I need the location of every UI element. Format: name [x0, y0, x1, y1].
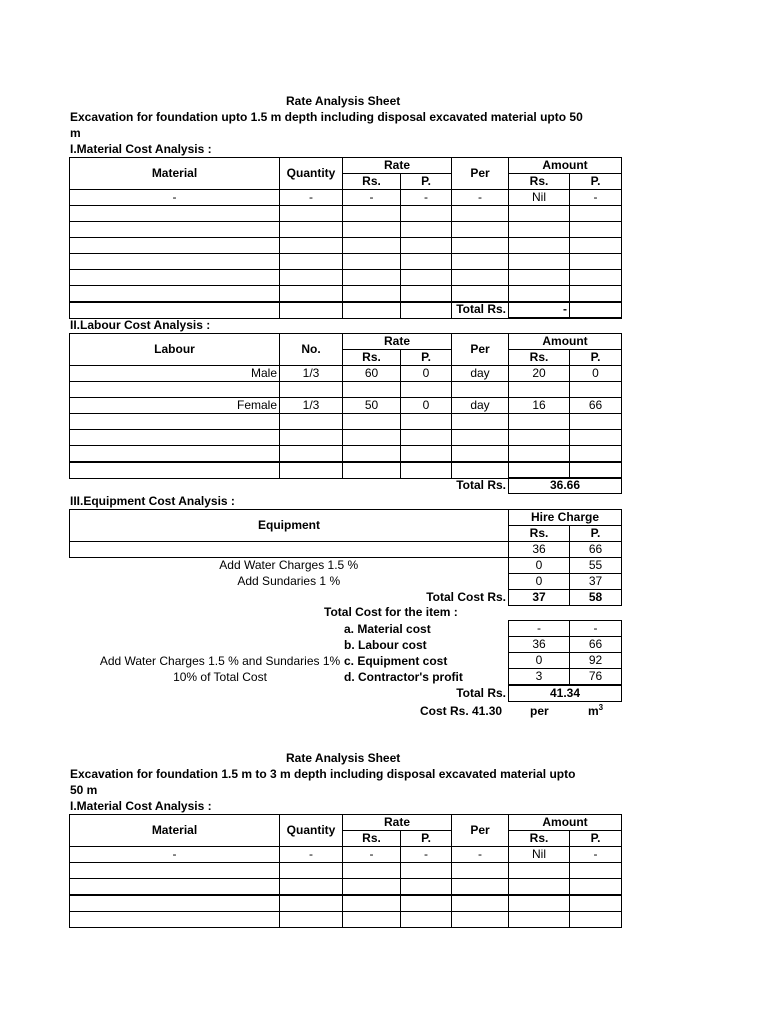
cell: 55: [570, 558, 622, 574]
summary-note-line1: Add Water Charges 1.5 % and Sundaries 1%: [99, 654, 341, 668]
sheet1-material-table: [69, 157, 622, 319]
table-row: [70, 879, 622, 896]
table-row: [70, 222, 622, 238]
sheet1-material-total-label: Total Rs.: [456, 302, 506, 316]
cell: day: [452, 398, 509, 414]
table-row: [509, 653, 622, 669]
table-row: [70, 863, 622, 879]
col-amount-p: P.: [570, 350, 622, 366]
col-amount: Amount: [509, 334, 622, 350]
sheet1-title: Rate Analysis Sheet: [286, 94, 401, 108]
cell: -: [280, 190, 343, 206]
cell: 66: [570, 542, 622, 558]
cell: 60: [343, 366, 401, 382]
cell: -: [280, 847, 343, 863]
sheet1-equipment-total-rs: 37: [508, 589, 570, 606]
sheet1-material-total-value: -: [508, 301, 622, 318]
cell: 1/3: [280, 366, 343, 382]
table-row: [70, 382, 622, 398]
summary-note-line2: 10% of Total Cost: [173, 670, 267, 684]
cell: 20: [509, 366, 570, 382]
sheet1-equipment-heading: III.Equipment Cost Analysis :: [70, 494, 235, 508]
cell: Female: [70, 398, 280, 414]
col-labour: Labour: [70, 334, 280, 366]
cell: Nil: [509, 847, 570, 863]
cell: -: [70, 847, 280, 863]
summary-heading: Total Cost for the item :: [324, 605, 458, 619]
table-row: [70, 558, 622, 574]
table-row: [70, 912, 622, 928]
sheet1-description-line1: Excavation for foundation upto 1.5 m depth including disposal excavated material upto 50: [70, 110, 583, 124]
table-row: [70, 238, 622, 254]
sheet2-description-line2: 50 m: [70, 783, 98, 797]
col-rate-p: P.: [401, 350, 452, 366]
col-hire-charge: Hire Charge: [509, 510, 622, 526]
cell: -: [570, 621, 622, 637]
cell: 1/3: [280, 398, 343, 414]
cell: 0: [570, 366, 622, 382]
table-row: [70, 542, 622, 558]
table-row: [70, 286, 622, 303]
col-material: Material: [70, 158, 280, 190]
cell: -: [343, 190, 401, 206]
sheet1-equipment-total-label: Total Cost Rs.: [426, 590, 506, 604]
col-amount-p: P.: [570, 174, 622, 190]
col-no: No.: [280, 334, 343, 366]
cell: -: [401, 847, 452, 863]
summary-total-value: 41.34: [508, 685, 622, 702]
sheet2-material-table: [69, 814, 622, 928]
summary-item-label: d. Contractor's profit: [344, 670, 463, 684]
table-row: [70, 446, 622, 463]
cell: 50: [343, 398, 401, 414]
col-rate: Rate: [343, 158, 452, 174]
cell: 3: [509, 669, 570, 685]
col-quantity: Quantity: [280, 815, 343, 847]
unit: m: [588, 704, 599, 718]
summary-item-label: c. Equipment cost: [344, 654, 448, 668]
cell: 76: [570, 669, 622, 685]
cell: [70, 542, 509, 558]
cell: 66: [570, 637, 622, 653]
cell: Nil: [509, 190, 570, 206]
summary-item-label: b. Labour cost: [344, 638, 427, 652]
col-rate-rs: Rs.: [343, 831, 401, 847]
summary-item-label: a. Material cost: [344, 622, 431, 636]
col-amount-rs: Rs.: [509, 174, 570, 190]
sheet1-description-line2: m: [70, 126, 81, 140]
unit-label: [588, 704, 603, 718]
table-row: [70, 847, 622, 863]
sheet2-material-heading: I.Material Cost Analysis :: [70, 799, 212, 813]
cell: 16: [509, 398, 570, 414]
cell: 37: [570, 574, 622, 590]
cell: Add Water Charges 1.5 %: [70, 558, 509, 574]
col-amount-rs: Rs.: [509, 350, 570, 366]
cell: -: [509, 621, 570, 637]
cell: 0: [509, 653, 570, 669]
cell: 0: [509, 574, 570, 590]
table-row: [70, 190, 622, 206]
table-row: [70, 270, 622, 286]
per-label: per: [530, 704, 549, 718]
cell: -: [452, 847, 509, 863]
col-rate-p: P.: [401, 174, 452, 190]
col-per: Per: [452, 334, 509, 366]
col-amount: Amount: [509, 158, 622, 174]
sheet1-labour-total-label: Total Rs.: [456, 478, 506, 492]
table-row: [509, 621, 622, 637]
sheet1-labour-table: [69, 333, 622, 479]
table-row: [70, 895, 622, 912]
cell: Add Sundaries 1 %: [70, 574, 509, 590]
col-amount-rs: Rs.: [509, 831, 570, 847]
cell: 0: [401, 366, 452, 382]
summary-table: [508, 620, 622, 685]
col-quantity: Quantity: [280, 158, 343, 190]
col-per: Per: [452, 815, 509, 847]
unit-superscript: 3: [598, 703, 604, 712]
col-rate-rs: Rs.: [343, 350, 401, 366]
sheet1-labour-heading: II.Labour Cost Analysis :: [70, 318, 211, 332]
cell: -: [401, 190, 452, 206]
col-rate-p: P.: [401, 831, 452, 847]
table-row: [509, 637, 622, 653]
sheet1-equipment-table: [69, 509, 622, 590]
table-row: [70, 254, 622, 270]
col-hire-p: P.: [570, 526, 622, 542]
sheet1-equipment-total-p: 58: [569, 589, 622, 606]
table-row: [509, 669, 622, 685]
table-row: [70, 206, 622, 222]
cell: -: [343, 847, 401, 863]
col-material: Material: [70, 815, 280, 847]
cell: -: [570, 847, 622, 863]
sheet1-labour-total-value: 36.66: [508, 477, 622, 494]
col-rate: Rate: [343, 334, 452, 350]
cell: 36: [509, 542, 570, 558]
cell: -: [70, 190, 280, 206]
cell: 36: [509, 637, 570, 653]
summary-total-label: Total Rs.: [456, 686, 506, 700]
table-row: [70, 430, 622, 446]
col-amount: Amount: [509, 815, 622, 831]
cell: -: [452, 190, 509, 206]
cell: 92: [570, 653, 622, 669]
cell: 66: [570, 398, 622, 414]
sheet1-material-heading: I.Material Cost Analysis :: [70, 142, 212, 156]
col-equipment: Equipment: [70, 510, 509, 542]
cell: 0: [509, 558, 570, 574]
cell: Male: [70, 366, 280, 382]
cell: day: [452, 366, 509, 382]
sheet2-title: Rate Analysis Sheet: [286, 751, 401, 765]
cell: 0: [401, 398, 452, 414]
cell: -: [570, 190, 622, 206]
col-hire-rs: Rs.: [509, 526, 570, 542]
table-row: [70, 414, 622, 430]
table-row: [70, 398, 622, 414]
col-per: Per: [452, 158, 509, 190]
table-row: [70, 574, 622, 590]
col-rate-rs: Rs.: [343, 174, 401, 190]
table-row: [70, 366, 622, 382]
cost-label: Cost Rs. 41.30: [420, 704, 503, 718]
sheet2-description-line1: Excavation for foundation 1.5 m to 3 m depth including disposal excavated material upto: [70, 767, 576, 781]
col-amount-p: P.: [570, 831, 622, 847]
col-rate: Rate: [343, 815, 452, 831]
